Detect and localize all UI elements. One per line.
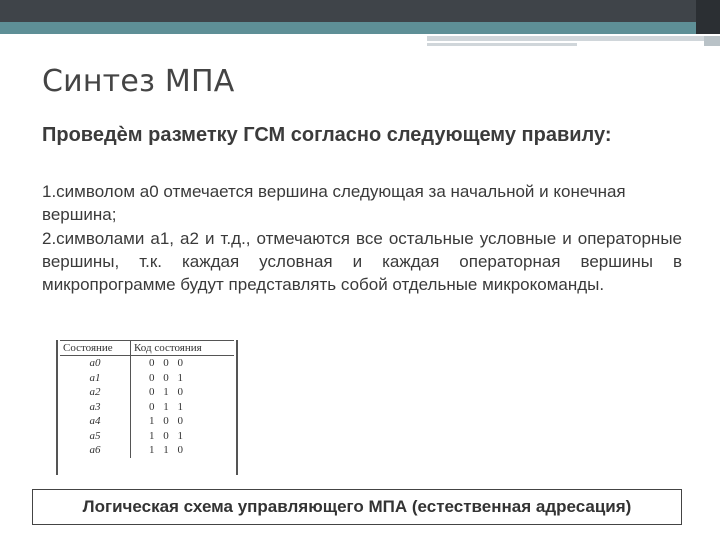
rule-paragraph-2: 2.символами а1, а2 и т.д., отмечаются все остальные условные и операторные вершины, т.к. каждая условная и каждая операторная вершины в микропрограмме будут представлять собой отдельные микрокоманды. [42, 228, 682, 295]
table-row [60, 429, 234, 444]
table-row [60, 414, 234, 429]
header-teal-band [0, 22, 720, 34]
code-cell: 0 0 0 [131, 356, 235, 371]
state-cell: a5 [89, 429, 101, 442]
table-row [60, 443, 234, 458]
slide-title: Синтез МПА [42, 64, 235, 99]
rule-paragraph-1: 1.символом а0 отмечается вершина следующая за начальной и конечная вершина; [42, 182, 626, 225]
table-row [60, 385, 234, 400]
header-code: Код состояния [131, 341, 235, 356]
code-cell: 1 0 1 [131, 429, 235, 444]
caption-box: Логическая схема управляющего МПА (естественная адресация) [32, 489, 682, 525]
code-cell: 0 1 0 [131, 385, 235, 400]
header-corner-block [696, 0, 720, 34]
table-header-row [60, 341, 234, 356]
slide-body [42, 180, 682, 296]
state-code-table [56, 340, 238, 475]
code-cell: 1 1 0 [131, 443, 235, 458]
table-row [60, 400, 234, 415]
header-accent-line-short [427, 43, 577, 46]
header-state: Состояние [60, 341, 131, 356]
state-cell: a2 [89, 386, 101, 398]
state-cell: a0 [89, 357, 101, 369]
code-cell: 0 0 1 [131, 371, 235, 386]
table-row [60, 356, 234, 371]
code-cell: 1 0 0 [131, 414, 235, 429]
code-cell: 0 1 1 [131, 400, 235, 415]
slide-subtitle: Проведѐм разметку ГСМ согласно следующему правилу: [42, 124, 612, 146]
state-cell: a1 [89, 371, 101, 384]
state-cell: a3 [89, 400, 101, 413]
state-cell: a4 [89, 415, 101, 427]
header-dark-band [0, 0, 720, 22]
header-corner-bar [704, 36, 720, 46]
header-accent-line [427, 36, 720, 41]
table-row [60, 371, 234, 386]
state-cell: a6 [89, 444, 101, 456]
table-body [60, 356, 234, 458]
